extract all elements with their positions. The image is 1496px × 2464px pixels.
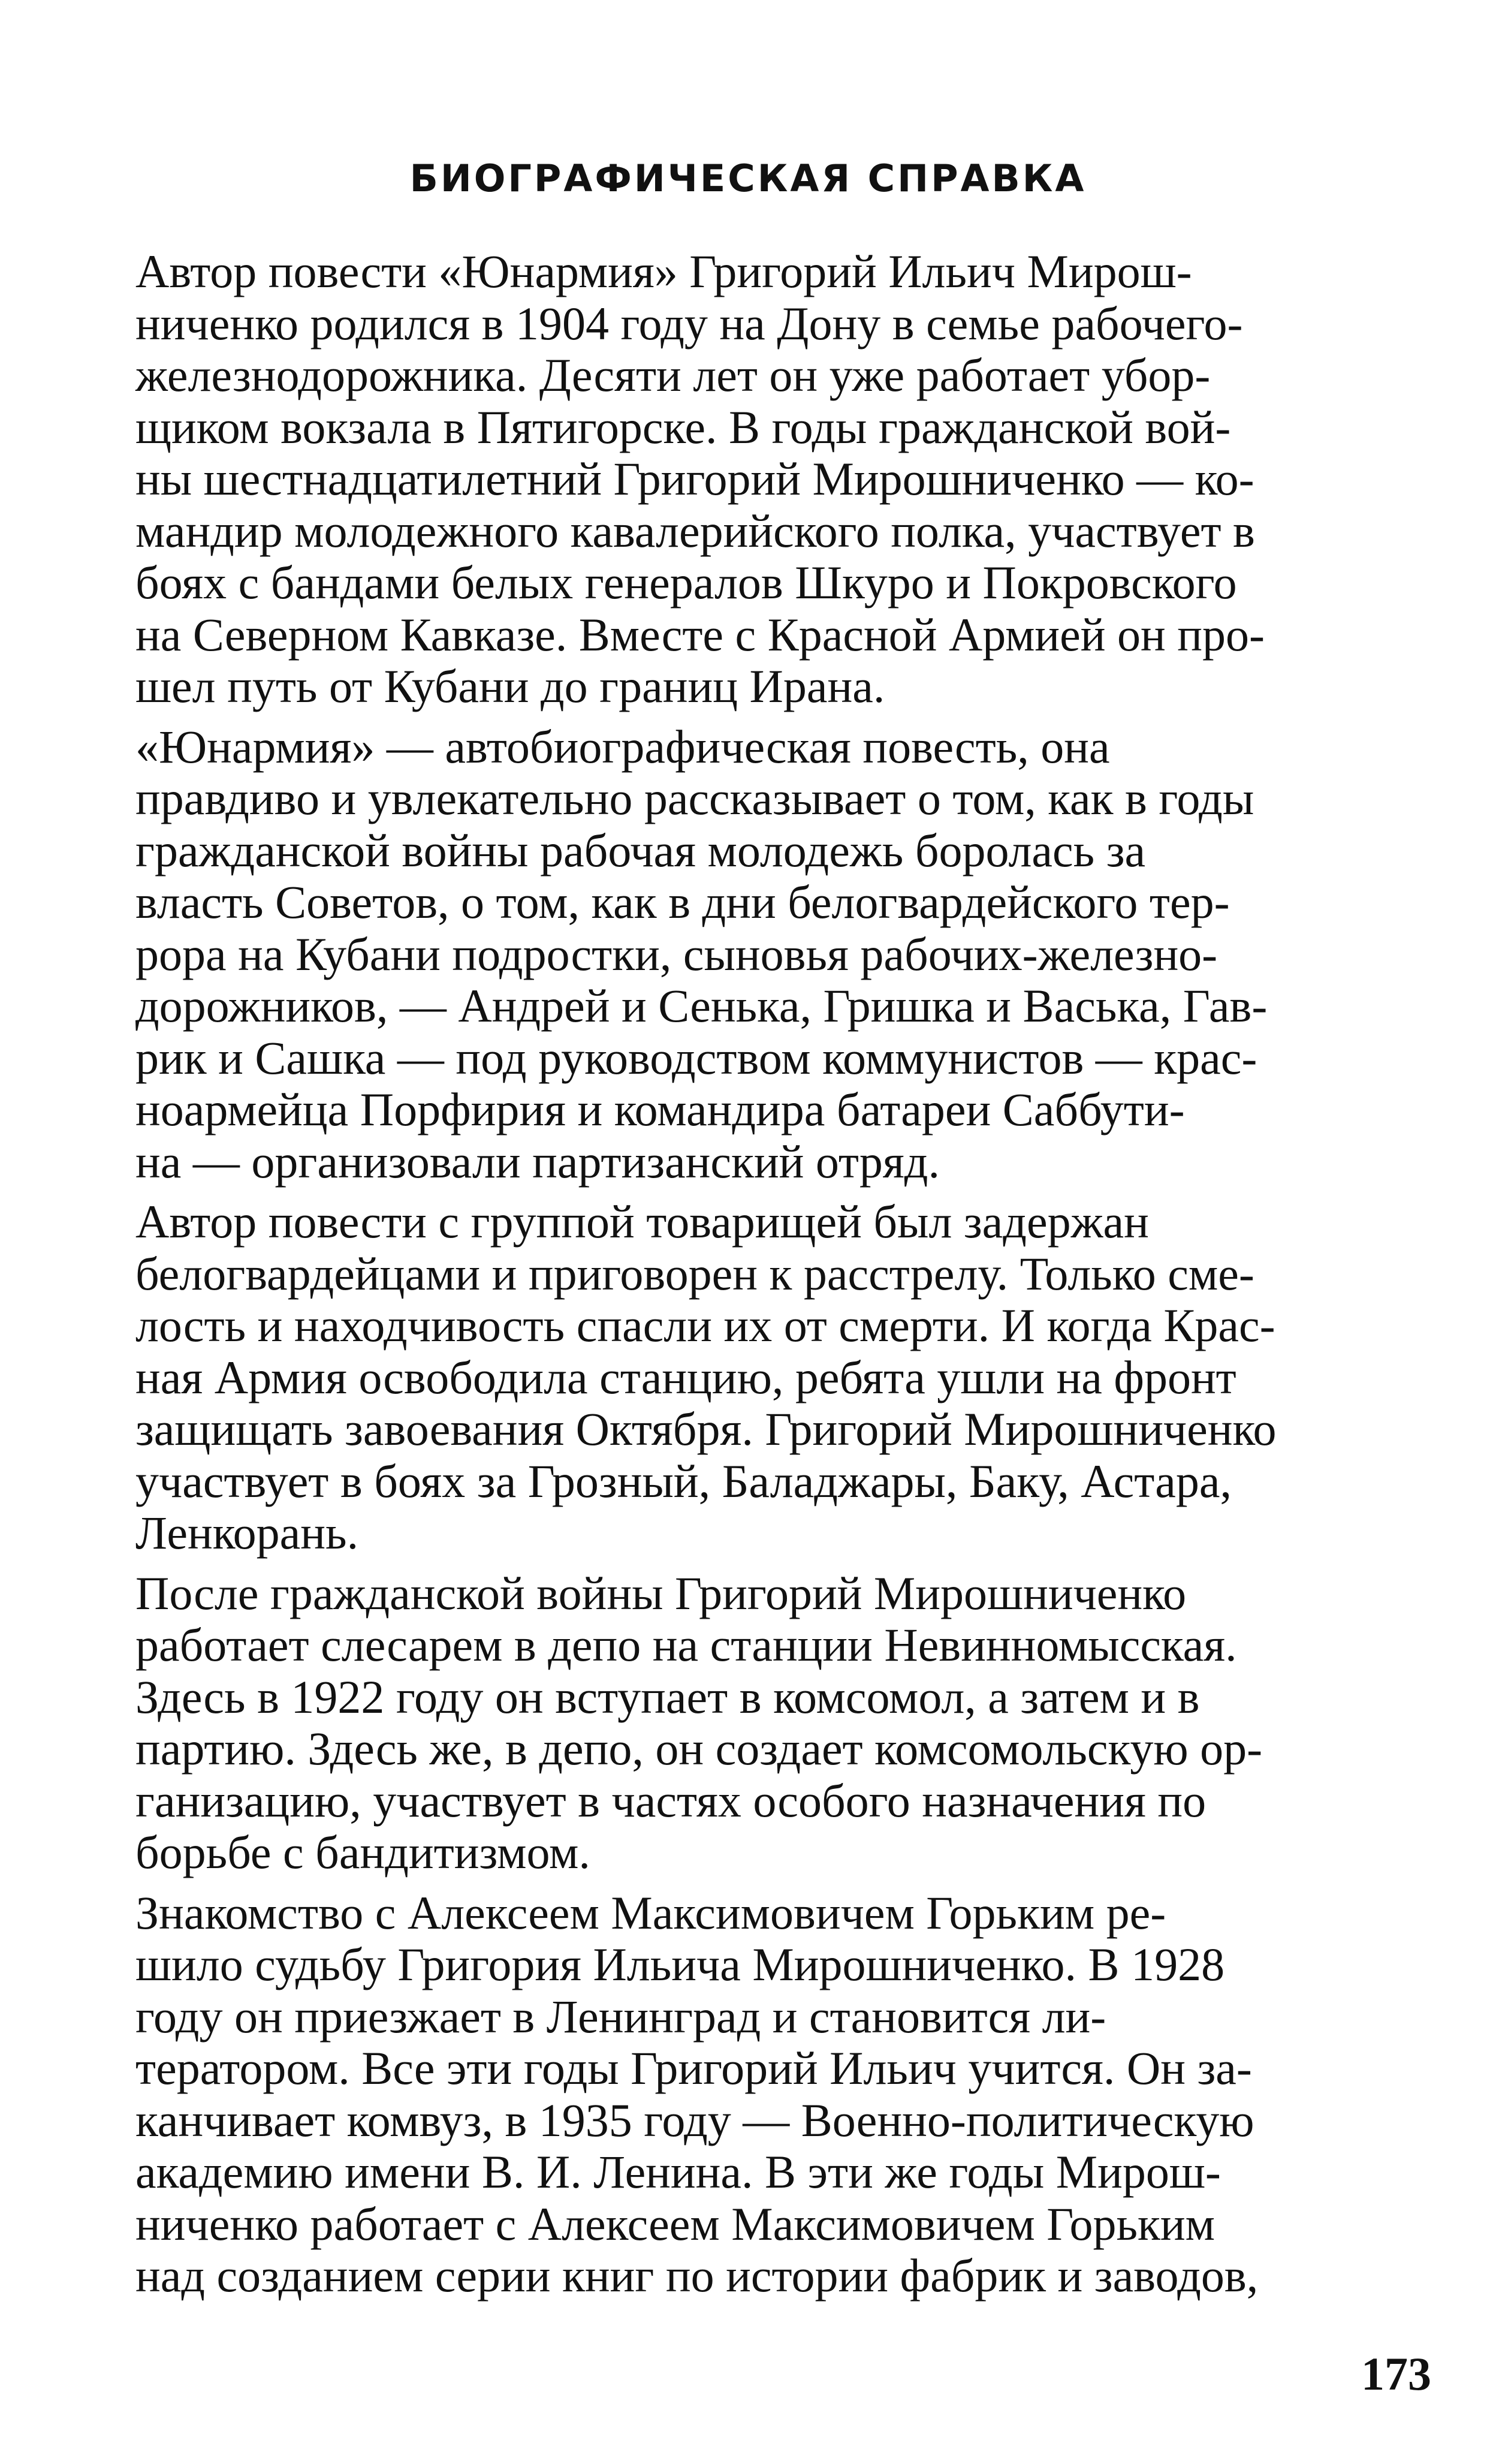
text-line: Автор повести «Юнармия» Григорий Ильич Мирош- xyxy=(135,245,1192,297)
text-line: ниченко родился в 1904 году на Дону в семье рабочего- xyxy=(135,297,1243,350)
paragraph xyxy=(58,1887,1438,2302)
text-line: боях с бандами белых генералов Шкуро и Покровского xyxy=(135,556,1237,609)
text-line: Здесь в 1922 году он вступает в комсомол, а затем и в xyxy=(135,1670,1200,1723)
text-line: рик и Сашка — под руководством коммунистов — крас- xyxy=(135,1031,1257,1084)
text-line: лость и находчивость спасли их от смерти. И когда Крас- xyxy=(135,1299,1275,1351)
text-line: борьбе с бандитизмом. xyxy=(135,1826,590,1878)
text-line: мандир молодежного кавалерийского полка, участвует в xyxy=(135,504,1255,557)
text-line: белогвардейцами и приговорен к расстрелу. Только сме- xyxy=(135,1247,1254,1300)
text-line: тератором. Все эти годы Григорий Ильич учится. Он за- xyxy=(135,2042,1252,2094)
text-line: дорожников, — Андрей и Сенька, Гришка и Васька, Гав- xyxy=(135,980,1268,1032)
text-line: правдиво и увлекательно рассказывает о том, как в годы xyxy=(135,772,1254,824)
text-line: Знакомство с Алексеем Максимовичем Горьким ре- xyxy=(135,1886,1166,1939)
body-text xyxy=(58,246,1438,2311)
text-line: гражданской войны рабочая молодежь боролась за xyxy=(135,824,1146,876)
text-line: академию имени В. И. Ленина. В эти же годы Мирош- xyxy=(135,2146,1221,2198)
paragraph xyxy=(58,246,1438,713)
text-line: на — организовали партизанский отряд. xyxy=(135,1135,940,1188)
text-line: канчивает комвуз, в 1935 году — Военно-политическую xyxy=(135,2094,1254,2146)
text-line: партию. Здесь же, в депо, он создает комсомольскую ор- xyxy=(135,1722,1263,1775)
paragraph xyxy=(58,1568,1438,1879)
text-line: ная Армия освободила станцию, ребята ушли на фронт xyxy=(135,1351,1236,1403)
text-line: железнодорожника. Десяти лет он уже работает убор- xyxy=(135,349,1211,401)
text-line: После гражданской войны Григорий Мирошниченко xyxy=(135,1567,1187,1619)
text-line: шел путь от Кубани до границ Ирана. xyxy=(135,660,885,712)
text-line: над созданием серии книг по истории фабрик и заводов, xyxy=(135,2249,1259,2302)
paragraph xyxy=(58,721,1438,1188)
text-line: на Северном Кавказе. Вместе с Красной Армией он про- xyxy=(135,608,1265,661)
text-line: Автор повести с группой товарищей был задержан xyxy=(135,1195,1149,1248)
text-line: власть Советов, о том, как в дни белогвардейского тер- xyxy=(135,876,1230,928)
text-line: Ленкорань. xyxy=(135,1507,359,1559)
section-heading: БИОГРАФИЧЕСКАЯ СПРАВКА xyxy=(409,156,1087,200)
text-line: ноармейца Порфирия и командира батареи Саббути- xyxy=(135,1083,1185,1135)
text-line: шило судьбу Григория Ильича Мирошниченко. В 1928 xyxy=(135,1938,1225,1990)
text-line: защищать завоевания Октября. Григорий Мирошниченко xyxy=(135,1403,1277,1455)
text-line: щиком вокзала в Пятигорске. В годы гражданской вой- xyxy=(135,400,1231,453)
text-line: ниченко работает с Алексеем Максимовичем Горьким xyxy=(135,2197,1216,2250)
text-line: рора на Кубани подростки, сыновья рабочих-железно- xyxy=(135,927,1218,980)
text-line: году он приезжает в Ленинград и становится ли- xyxy=(135,1990,1106,2043)
page-number: 173 xyxy=(1361,2348,1431,2400)
text-line: участвует в боях за Грозный, Баладжары, Баку, Астара, xyxy=(135,1454,1232,1507)
text-line: ны шестнадцатилетний Григорий Мирошниченко — ко- xyxy=(135,453,1254,505)
text-line: ганизацию, участвует в частях особого назначения по xyxy=(135,1774,1207,1827)
paragraph xyxy=(58,1196,1438,1559)
text-line: «Юнармия» — автобиографическая повесть, она xyxy=(135,720,1110,773)
text-line: работает слесарем в депо на станции Невинномысская. xyxy=(135,1619,1237,1671)
